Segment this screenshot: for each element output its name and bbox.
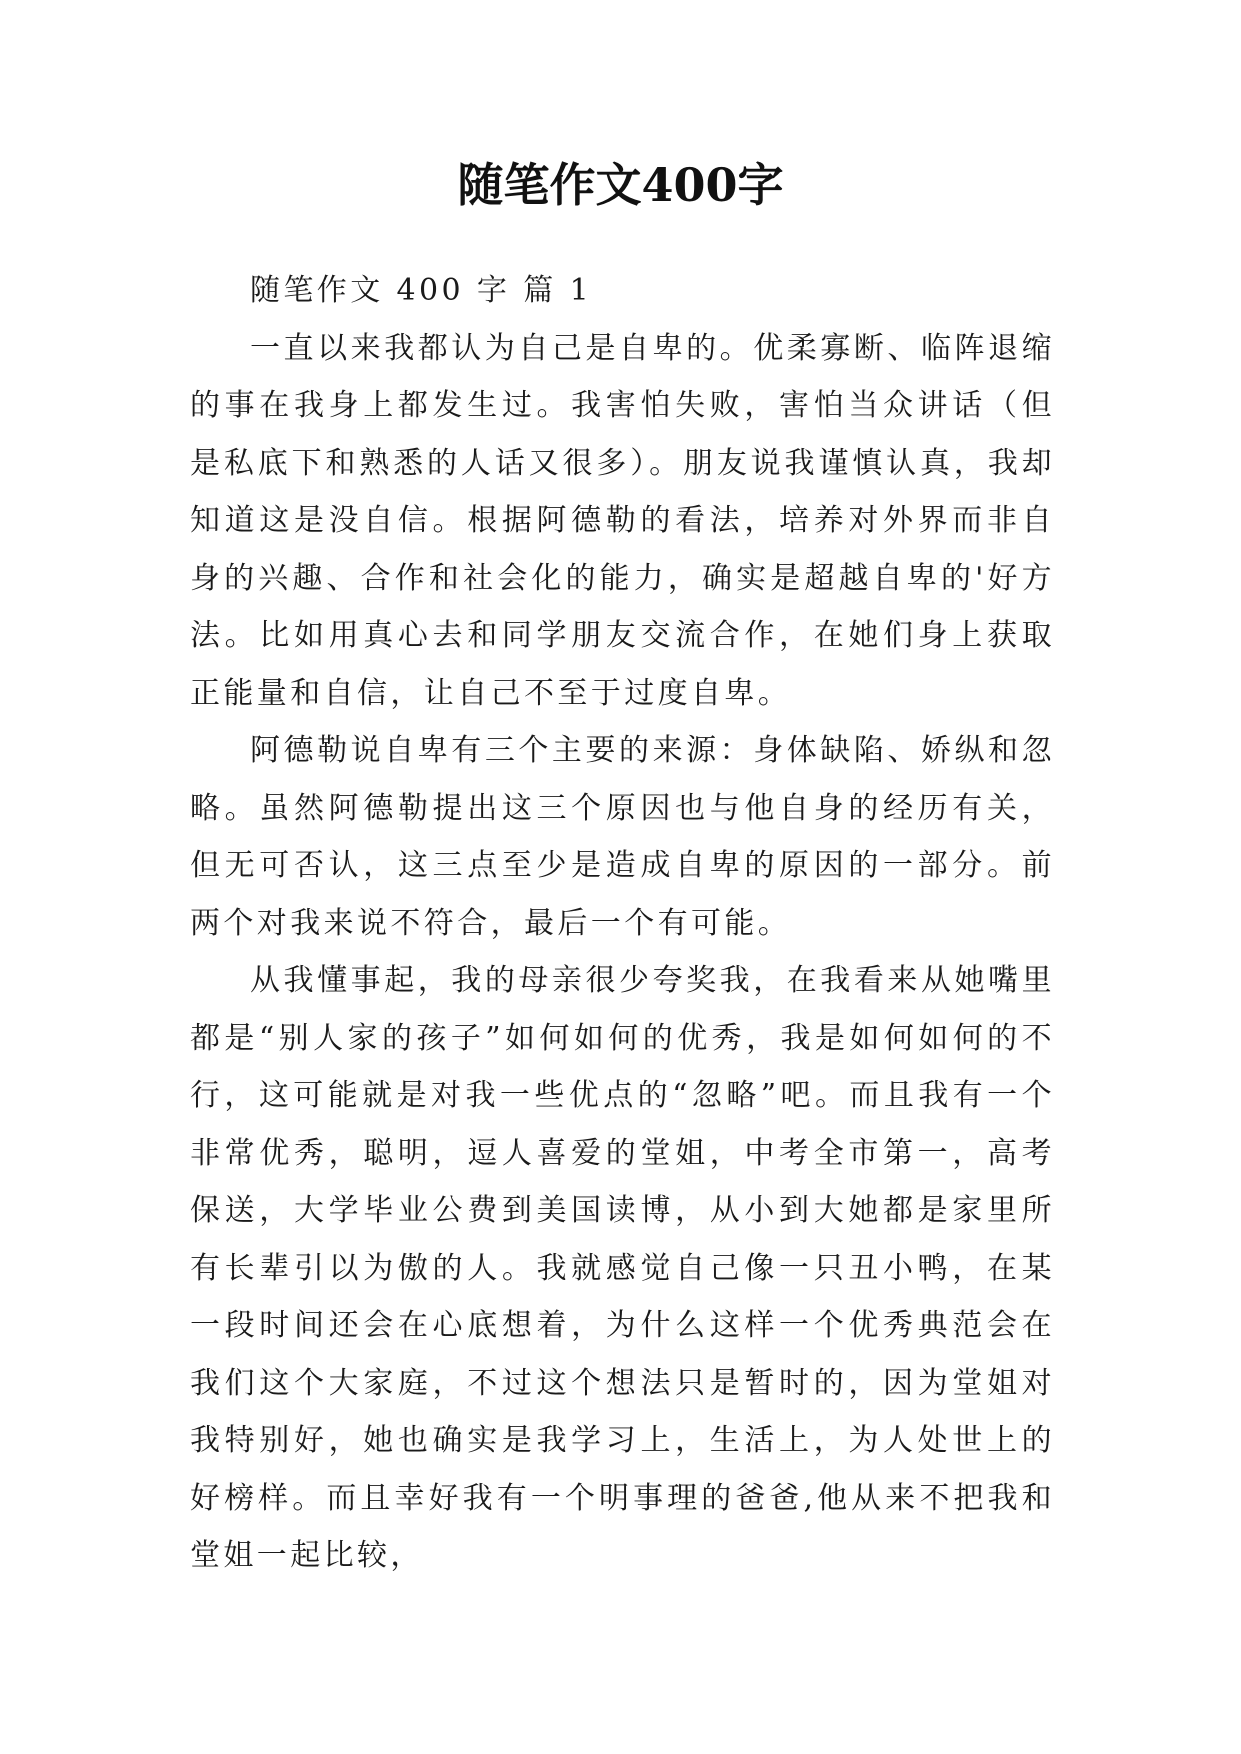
- paragraph-3: 从我懂事起，我的母亲很少夸奖我，在我看来从她嘴里都是“别人家的孩子”如何如何的优秀，我是如何如何的不行，这可能就是对我一些优点的“忽略”吧。而且我有一个非常优秀，聪明，逗人喜爱的堂姐，中考全市第一，高考保送，大学毕业公费到美国读博，从小到大她都是家里所有长辈引以为傲的人。我就感觉自己像一只丑小鸭，在某一段时间还会在心底想着，为什么这样一个优秀典范会在我们这个大家庭，不过这个想法只是暂时的，因为堂姐对我特别好，她也确实是我学习上，生活上，为人处世上的好榜样。而且幸好我有一个明事理的爸爸,他从来不把我和堂姐一起比较，: [190, 963, 1055, 1573]
- document-body: [190, 262, 1055, 1585]
- section-heading: 随笔作文 400 字 篇 1: [250, 273, 593, 308]
- paragraph-2: 阿德勒说自卑有三个主要的来源：身体缺陷、娇纵和忽略。虽然阿德勒提出这三个原因也与他自身的经历有关，但无可否认，这三点至少是造成自卑的原因的一部分。前两个对我来说不符合，最后一个有可能。: [190, 733, 1055, 941]
- document-title: 随笔作文400字: [457, 158, 784, 212]
- paragraph-1: 一直以来我都认为自己是自卑的。优柔寡断、临阵退缩的事在我身上都发生过。我害怕失败，害怕当众讲话（但是私底下和熟悉的人话又很多）。朋友说我谨慎认真，我却知道这是没自信。根据阿德勒的看法，培养对外界而非自身的兴趣、合作和社会化的能力，确实是超越自卑的'好方法。比如用真心去和同学朋友交流合作，在她们身上获取正能量和自信，让自己不至于过度自卑。: [190, 330, 1055, 711]
